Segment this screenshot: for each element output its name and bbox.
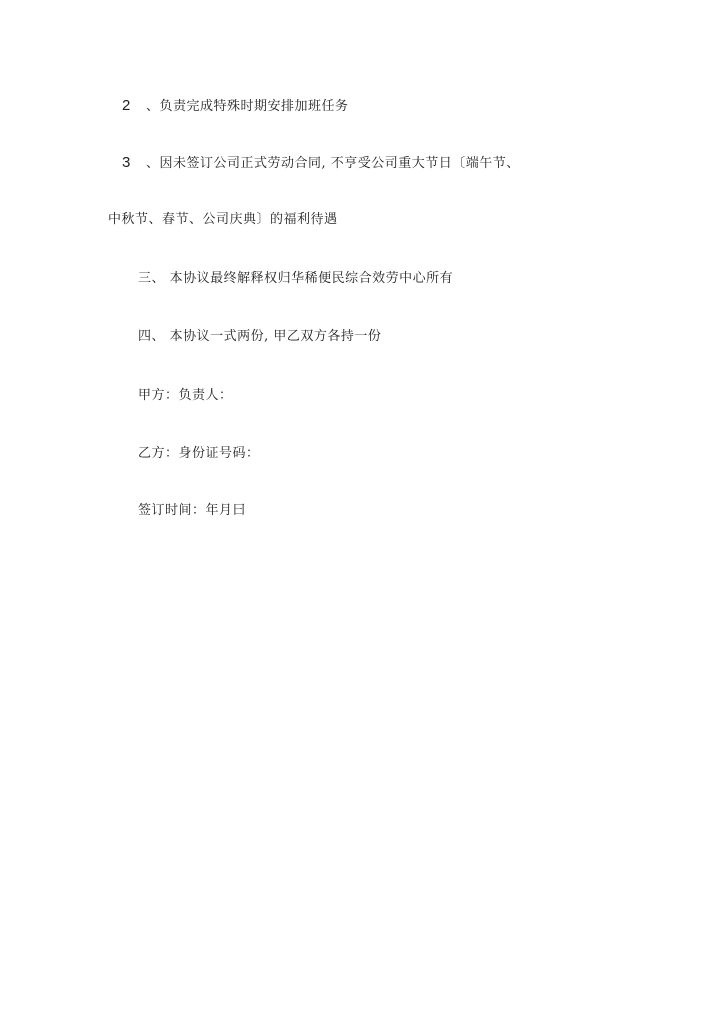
list-item-2 [122,98,349,115]
list-item-text: 、因未签订公司正式劳动合同, 不亨受公司重大节日〔端午节、 [146,156,520,171]
party-a-signature-line: 甲方：负责人： [138,388,233,403]
list-item-3 [122,155,520,172]
party-b-id-line: 乙方：身份证号码： [138,446,260,461]
sign-date-line: 签订时间：年月曰 [138,503,247,518]
list-number: 2 [122,97,131,114]
list-item-text: 、负责完成特殊时期安排加班任务 [146,99,349,114]
clause-three: 三、 本协议最终解释权归华稀便民综合效劳中心所有 [138,271,454,286]
list-number: 3 [122,154,131,171]
clause-four: 四、 本协议一式两份, 甲乙双方各持一份 [138,329,382,344]
list-item-3-continuation: 中秋节、春节、公司庆典〕的福利待遇 [108,212,338,227]
